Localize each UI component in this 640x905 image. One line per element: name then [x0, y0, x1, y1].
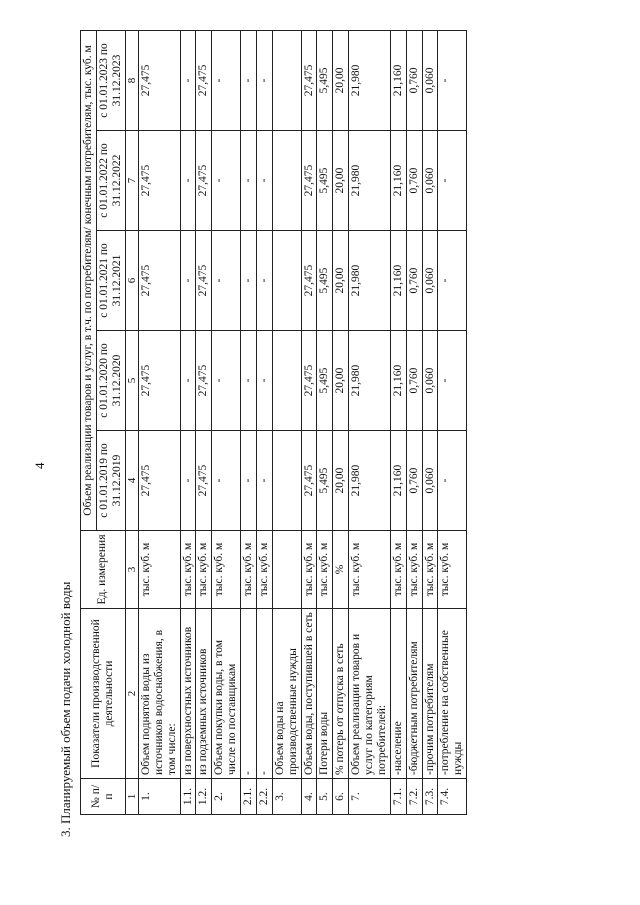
row-value: - — [212, 431, 241, 531]
row-unit: тыс. куб. м — [301, 531, 317, 609]
row-indicator: Объем покупки воды, в том числе по поставщикам — [212, 609, 241, 779]
row-value: 21,160 — [390, 231, 406, 331]
row-indicator: % потерь от отпуска в сеть — [333, 609, 349, 779]
table-row — [317, 30, 333, 814]
row-value: 0,060 — [422, 231, 438, 331]
row-value: 21,980 — [349, 431, 391, 531]
row-indicator: Объем поднятой воды из источников водоснабжения, в том числе: — [138, 609, 180, 779]
row-indicator: Объем воды, поступившей в сеть — [301, 609, 317, 779]
row-value: 0,060 — [422, 431, 438, 531]
col-number: 2 — [125, 609, 138, 779]
table-row — [349, 30, 391, 814]
row-value: 27,475 — [196, 131, 212, 231]
table-row — [390, 30, 406, 814]
row-value: 21,980 — [349, 231, 391, 331]
row-value: 27,475 — [138, 231, 180, 331]
row-value: - — [180, 431, 196, 531]
row-indicator: -потребление на собственные нужды — [438, 609, 467, 779]
row-value: 27,475 — [138, 431, 180, 531]
row-value: 21,160 — [390, 131, 406, 231]
row-unit: тыс. куб. м — [256, 531, 272, 609]
row-number: 5. — [317, 779, 333, 815]
row-value: - — [438, 431, 467, 531]
col-number: 7 — [125, 131, 138, 231]
row-value: - — [256, 431, 272, 531]
row-number: 6. — [333, 779, 349, 815]
row-indicator: Потери воды — [317, 609, 333, 779]
row-value: - — [241, 30, 257, 130]
row-unit: тыс. куб. м — [138, 531, 180, 609]
row-value: 20,00 — [333, 131, 349, 231]
row-value: 27,475 — [138, 331, 180, 431]
row-unit: тыс. куб. м — [438, 531, 467, 609]
header-row-1 — [81, 30, 97, 814]
row-value — [272, 331, 301, 431]
row-value: 27,475 — [301, 131, 317, 231]
table-body — [138, 30, 466, 814]
row-number: 7.3. — [422, 779, 438, 815]
row-indicator: -население — [390, 609, 406, 779]
row-value: - — [212, 131, 241, 231]
row-value: 27,475 — [301, 30, 317, 130]
table-row — [272, 30, 301, 814]
row-value — [272, 431, 301, 531]
row-unit: % — [333, 531, 349, 609]
row-value: - — [256, 331, 272, 431]
row-value: - — [241, 231, 257, 331]
row-value: 21,160 — [390, 431, 406, 531]
row-value: 27,475 — [196, 231, 212, 331]
header-period: с 01.01.2020 по 31.12.2020 — [96, 331, 125, 431]
table-row — [333, 30, 349, 814]
row-value: - — [438, 331, 467, 431]
table-row — [196, 30, 212, 814]
row-value: 0,760 — [406, 231, 422, 331]
row-value: 5,495 — [317, 331, 333, 431]
row-number: 3. — [272, 779, 301, 815]
row-value: 21,160 — [390, 30, 406, 130]
row-number: 1.2. — [196, 779, 212, 815]
row-number: 7.2. — [406, 779, 422, 815]
row-value: 0,760 — [406, 331, 422, 431]
row-number: 7.4. — [438, 779, 467, 815]
header-sales-group: Объем реализации товаров и услуг, в т.ч. по потребителям/ конечным потребителям, тыс. куб. м — [81, 30, 97, 530]
table-row — [256, 30, 272, 814]
table-row — [438, 30, 467, 814]
row-unit: тыс. куб. м — [196, 531, 212, 609]
row-value: 5,495 — [317, 231, 333, 331]
row-value — [272, 30, 301, 130]
row-unit: тыс. куб. м — [241, 531, 257, 609]
row-value: 0,760 — [406, 131, 422, 231]
row-number: 7.1. — [390, 779, 406, 815]
row-value: 27,475 — [196, 331, 212, 431]
row-value: - — [241, 131, 257, 231]
row-value: - — [256, 30, 272, 130]
row-unit: тыс. куб. м — [406, 531, 422, 609]
row-value: 5,495 — [317, 30, 333, 130]
header-unit: Ед. измерения — [81, 531, 126, 609]
row-value: 27,475 — [301, 431, 317, 531]
row-unit: тыс. куб. м — [422, 531, 438, 609]
row-value: 5,495 — [317, 431, 333, 531]
row-unit: тыс. куб. м — [180, 531, 196, 609]
col-number: 1 — [125, 779, 138, 815]
row-value: 27,475 — [196, 30, 212, 130]
table-row — [301, 30, 317, 814]
row-value — [272, 231, 301, 331]
table-row — [422, 30, 438, 814]
row-indicator: - — [256, 609, 272, 779]
table-row — [241, 30, 257, 814]
row-number: 2. — [212, 779, 241, 815]
col-number: 8 — [125, 30, 138, 130]
row-value: - — [212, 30, 241, 130]
row-indicator: -прочим потребителям — [422, 609, 438, 779]
row-value: - — [256, 131, 272, 231]
row-value: 0,760 — [406, 30, 422, 130]
table-row — [180, 30, 196, 814]
col-number: 5 — [125, 331, 138, 431]
col-number: 4 — [125, 431, 138, 531]
header-period: с 01.01.2023 по 31.12.2023 — [96, 30, 125, 130]
row-number: 2.1. — [241, 779, 257, 815]
row-value: 0,760 — [406, 431, 422, 531]
row-unit — [272, 531, 301, 609]
row-value: 27,475 — [138, 30, 180, 130]
row-value: 0,060 — [422, 131, 438, 231]
row-value: 27,475 — [301, 331, 317, 431]
row-value: 20,00 — [333, 331, 349, 431]
row-value: - — [212, 231, 241, 331]
col-number: 6 — [125, 231, 138, 331]
row-value: - — [438, 30, 467, 130]
row-value: 5,495 — [317, 131, 333, 231]
column-number-row — [125, 30, 138, 814]
section-heading: 3. Планируемый объем подачи холодной воды — [58, 581, 73, 837]
row-value: 21,980 — [349, 131, 391, 231]
header-no: № п/п — [81, 779, 126, 815]
table-row — [406, 30, 422, 814]
row-unit: тыс. куб. м — [349, 531, 391, 609]
row-value: - — [438, 131, 467, 231]
row-indicator: - — [241, 609, 257, 779]
row-unit: тыс. куб. м — [317, 531, 333, 609]
row-value: 27,475 — [138, 131, 180, 231]
row-value: - — [241, 431, 257, 531]
row-value: - — [212, 331, 241, 431]
row-value: 27,475 — [301, 231, 317, 331]
row-number: 1.1. — [180, 779, 196, 815]
row-value: 27,475 — [196, 431, 212, 531]
row-number: 7. — [349, 779, 391, 815]
row-indicator: из подземных источников — [196, 609, 212, 779]
row-value: 20,00 — [333, 431, 349, 531]
row-value — [272, 131, 301, 231]
row-value: - — [180, 231, 196, 331]
table-row — [212, 30, 241, 814]
row-unit: тыс. куб. м — [390, 531, 406, 609]
col-number: 3 — [125, 531, 138, 609]
row-value: - — [180, 331, 196, 431]
header-period: с 01.01.2019 по 31.12.2019 — [96, 431, 125, 531]
row-value: 0,060 — [422, 331, 438, 431]
row-value: - — [438, 231, 467, 331]
header-period: с 01.01.2022 по 31.12.2022 — [96, 131, 125, 231]
row-value: - — [180, 30, 196, 130]
row-indicator: Объем воды на производственные нужды — [272, 609, 301, 779]
row-value: 0,060 — [422, 30, 438, 130]
row-number: 2.2. — [256, 779, 272, 815]
row-number: 4. — [301, 779, 317, 815]
row-value: - — [180, 131, 196, 231]
row-value: 21,160 — [390, 331, 406, 431]
row-indicator: -бюджетным потребителям — [406, 609, 422, 779]
row-value: 20,00 — [333, 231, 349, 331]
water-supply-table — [80, 30, 467, 815]
row-value: 21,980 — [349, 30, 391, 130]
row-indicator: Объем реализации товаров и услуг по категориям потребителей: — [349, 609, 391, 779]
page-number: 4 — [32, 462, 47, 469]
row-value: 20,00 — [333, 30, 349, 130]
header-indicator: Показатели производственной деятельности — [81, 609, 126, 779]
row-value: 21,980 — [349, 331, 391, 431]
table-row — [138, 30, 180, 814]
row-unit: тыс. куб. м — [212, 531, 241, 609]
row-value: - — [241, 331, 257, 431]
row-value: - — [256, 231, 272, 331]
row-number: 1. — [138, 779, 180, 815]
row-indicator: из поверхностных источников — [180, 609, 196, 779]
header-period: с 01.01.2021 по 31.12.2021 — [96, 231, 125, 331]
